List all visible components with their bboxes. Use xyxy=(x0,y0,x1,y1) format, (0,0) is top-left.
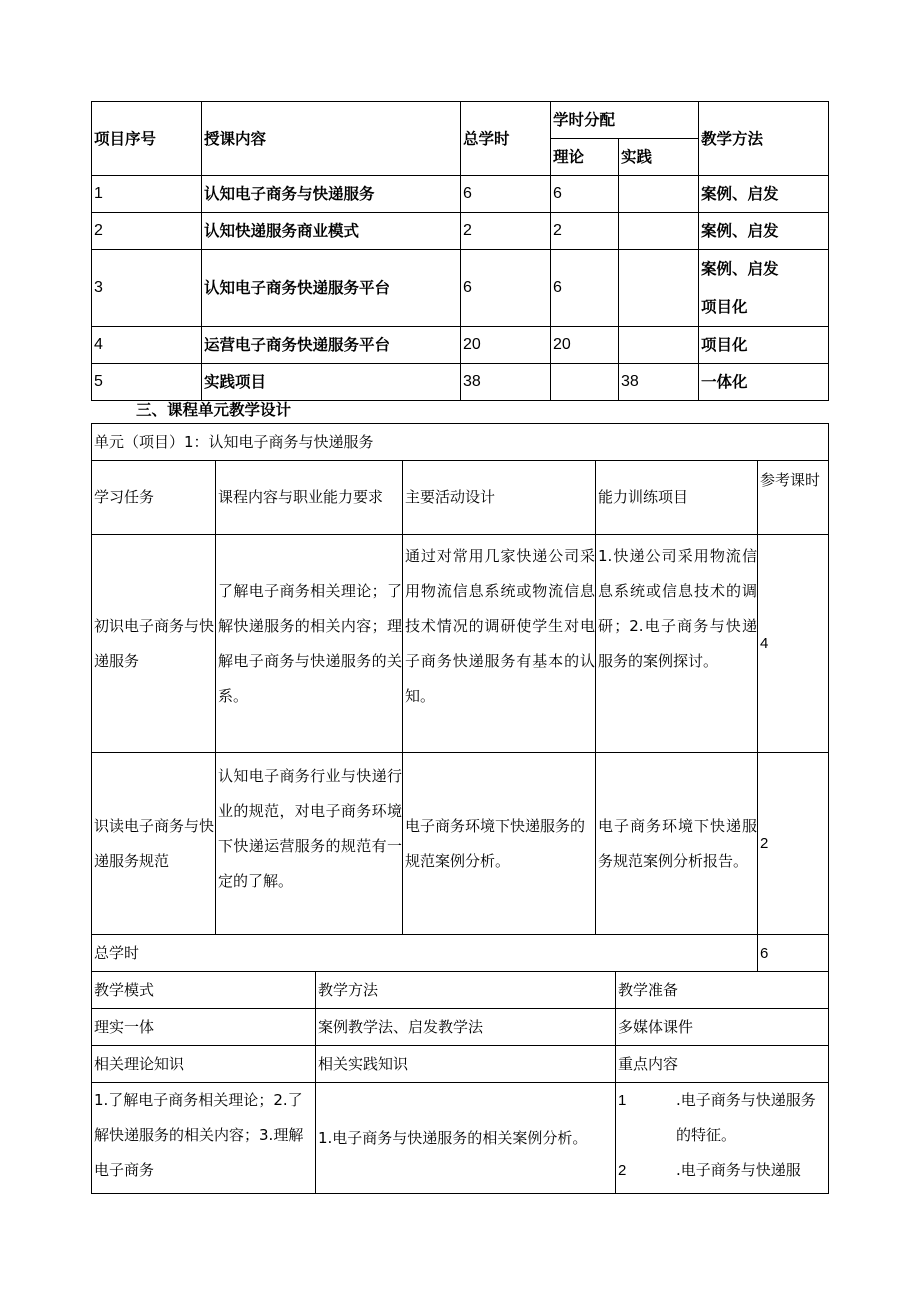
key-point-number: 1 xyxy=(618,1092,627,1109)
cell-content: 认知电子商务与快递服务 xyxy=(202,176,461,213)
cell-theory xyxy=(551,364,619,401)
cell-content: 认知电子商务快递服务平台 xyxy=(202,250,461,327)
table-row xyxy=(92,535,829,753)
cell-method: 案例、启发 xyxy=(699,176,829,213)
unit-design-table xyxy=(91,423,829,972)
unit-title: 单元（项目）1：认知电子商务与快递服务 xyxy=(92,424,829,461)
teaching-header-row xyxy=(92,972,829,1009)
section-title: 三、课程单元教学设计 xyxy=(136,401,292,419)
cell-training: 电子商务环境下快递服务规范案例分析报告。 xyxy=(596,753,758,935)
header-task: 学习任务 xyxy=(92,461,216,535)
cell-theory: 20 xyxy=(551,327,619,364)
cell-method: 项目化 xyxy=(699,327,829,364)
knowledge-row xyxy=(92,1083,829,1194)
table-row xyxy=(92,213,829,250)
table-row xyxy=(92,364,829,401)
key-point-text: .电子商务与快递服务的特征。 xyxy=(676,1091,816,1144)
table-row xyxy=(92,250,829,327)
cell-no: 5 xyxy=(92,364,202,401)
total-row xyxy=(92,935,829,972)
key-point-text: .电子商务与快递服 xyxy=(676,1161,801,1179)
cell-no: 1 xyxy=(92,176,202,213)
cell-method xyxy=(699,250,829,327)
header-key-points: 重点内容 xyxy=(616,1046,829,1083)
theory-knowledge-text: 1.了解电子商务相关理论；2.了解快递服务的相关内容；3.理解电子商务 xyxy=(92,1083,316,1194)
cell-total: 20 xyxy=(461,327,551,364)
unit-header-row xyxy=(92,461,829,535)
total-value: 6 xyxy=(758,935,829,972)
cell-activity: 电子商务环境下快递服务的规范案例分析。 xyxy=(403,753,596,935)
teaching-table xyxy=(91,971,829,1194)
practice-knowledge-text: 1.电子商务与快递服务的相关案例分析。 xyxy=(316,1083,616,1194)
header-theory-knowledge: 相关理论知识 xyxy=(92,1046,316,1083)
header-teaching-method: 教学方法 xyxy=(316,972,616,1009)
cell-activity: 通过对常用几家快递公司采用物流信息系统或物流信息技术情况的调研使学生对电子商务快递服务有基本的认知。 xyxy=(403,535,596,753)
cell-practice xyxy=(619,213,699,250)
header-content: 授课内容 xyxy=(202,102,461,176)
knowledge-header-row xyxy=(92,1046,829,1083)
cell-content: 运营电子商务快递服务平台 xyxy=(202,327,461,364)
cell-no: 2 xyxy=(92,213,202,250)
teaching-prep-value: 多媒体课件 xyxy=(616,1009,829,1046)
cell-total: 6 xyxy=(461,176,551,213)
table-row xyxy=(92,176,829,213)
cell-total: 6 xyxy=(461,250,551,327)
cell-method: 一体化 xyxy=(699,364,829,401)
schedule-header-row xyxy=(92,102,829,139)
cell-hours: 2 xyxy=(758,753,829,935)
cell-practice xyxy=(619,176,699,213)
cell-practice xyxy=(619,327,699,364)
cell-hours: 4 xyxy=(758,535,829,753)
method-line-2: 项目化 xyxy=(701,298,748,316)
unit-title-row xyxy=(92,424,829,461)
cell-theory: 2 xyxy=(551,213,619,250)
method-line-1: 案例、启发 xyxy=(701,260,779,278)
key-point-item xyxy=(618,1083,828,1153)
teaching-value-row xyxy=(92,1009,829,1046)
total-label: 总学时 xyxy=(92,935,758,972)
cell-task: 识读电子商务与快递服务规范 xyxy=(92,753,216,935)
header-practice: 实践 xyxy=(619,139,699,176)
header-teaching-prep: 教学准备 xyxy=(616,972,829,1009)
header-item-no: 项目序号 xyxy=(92,102,202,176)
cell-no: 4 xyxy=(92,327,202,364)
cell-method: 案例、启发 xyxy=(699,213,829,250)
cell-theory: 6 xyxy=(551,176,619,213)
cell-no: 3 xyxy=(92,250,202,327)
header-total-hours: 总学时 xyxy=(461,102,551,176)
header-activity: 主要活动设计 xyxy=(403,461,596,535)
header-practice-knowledge: 相关实践知识 xyxy=(316,1046,616,1083)
key-point-number: 2 xyxy=(618,1162,627,1179)
table-row xyxy=(92,327,829,364)
cell-training: 1.快递公司采用物流信息系统或信息技术的调研；2.电子商务与快递服务的案例探讨。 xyxy=(596,535,758,753)
teaching-method-value: 案例教学法、启发教学法 xyxy=(316,1009,616,1046)
cell-theory: 6 xyxy=(551,250,619,327)
cell-total: 38 xyxy=(461,364,551,401)
header-hour-split: 学时分配 xyxy=(551,102,699,139)
header-ref-hours: 参考课时 xyxy=(758,461,829,535)
teaching-mode-value: 理实一体 xyxy=(92,1009,316,1046)
header-theory: 理论 xyxy=(551,139,619,176)
cell-content: 认知电子商务行业与快递行业的规范，对电子商务环境下快递运营服务的规范有一定的了解。 xyxy=(216,753,403,935)
header-content-ability: 课程内容与职业能力要求 xyxy=(216,461,403,535)
cell-content: 了解电子商务相关理论；了解快递服务的相关内容；理解电子商务与快递服务的关系。 xyxy=(216,535,403,753)
key-points-cell xyxy=(616,1083,829,1194)
header-teaching-mode: 教学模式 xyxy=(92,972,316,1009)
header-method: 教学方法 xyxy=(699,102,829,176)
cell-task: 初识电子商务与快递服务 xyxy=(92,535,216,753)
cell-practice xyxy=(619,250,699,327)
schedule-table xyxy=(91,101,829,401)
table-row xyxy=(92,753,829,935)
key-point-item xyxy=(618,1153,828,1188)
cell-practice: 38 xyxy=(619,364,699,401)
cell-total: 2 xyxy=(461,213,551,250)
header-training: 能力训练项目 xyxy=(596,461,758,535)
cell-content: 实践项目 xyxy=(202,364,461,401)
cell-content: 认知快递服务商业模式 xyxy=(202,213,461,250)
